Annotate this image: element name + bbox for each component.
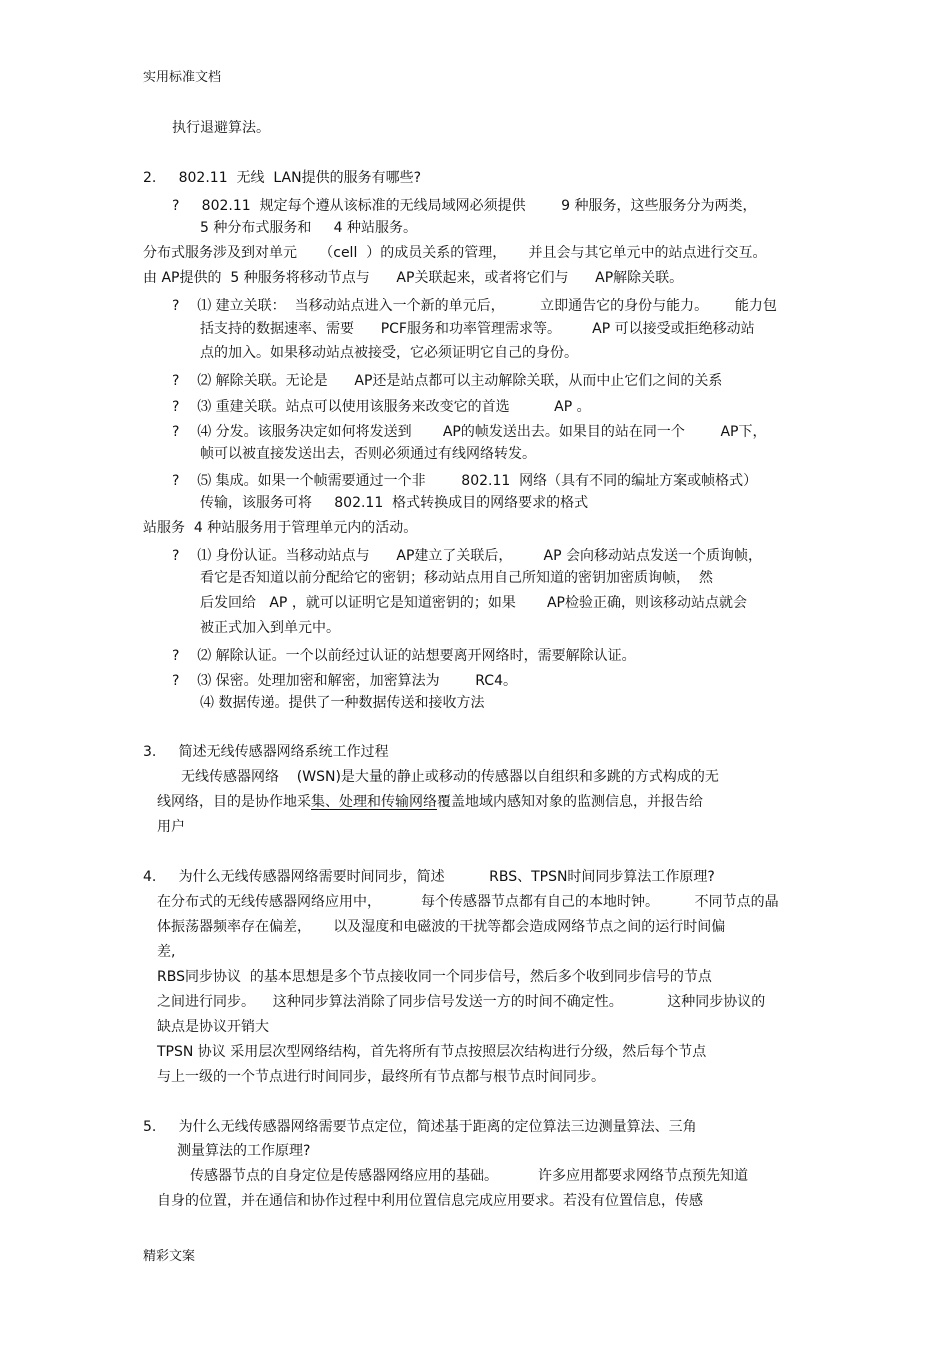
body-line: RBS同步协议 的基本思想是多个节点接收同一个同步信号，然后多个收到同步信号的节点 xyxy=(157,969,712,985)
body-line: ⑷ 数据传递。提供了一种数据传送和接收方法 xyxy=(200,695,485,711)
body-line: 执行退避算法。 xyxy=(172,120,270,136)
body-line: 后发回给 AP ，就可以证明它是知道密钥的；如果 AP检验正确，则该移动站点就会 xyxy=(200,595,747,611)
body-line: 帧可以被直接发送出去，否则必须通过有线网络转发。 xyxy=(200,446,536,462)
bullet-line: ? ⑴ 建立关联： 当移动站点进入一个新的单元后， 立即通告它的身份与能力。 能力包 xyxy=(172,298,777,314)
bullet-line: ? ⑶ 重建关联。站点可以使用该服务来改变它的首选 AP 。 xyxy=(172,399,591,415)
body-line: 站服务 4 种站服务用于管理单元内的活动。 xyxy=(143,520,418,536)
body-line: 差, xyxy=(157,944,176,960)
body-line: 看它是否知道以前分配给它的密钥；移动站点用自己所知道的密钥加密质询帧， 然 xyxy=(200,570,713,586)
body-text: 线网络，目的是协作地采 xyxy=(157,794,311,810)
body-line: 之间进行同步。 这种同步算法消除了同步信号发送一方的时间不确定性。 这种同步协议的 xyxy=(157,994,766,1010)
question-heading: 2. 802.11 无线 LAN提供的服务有哪些? xyxy=(143,170,421,186)
question-heading: 3. 简述无线传感器网络系统工作过程 xyxy=(143,744,389,760)
bullet-line: ? ⑸ 集成。如果一个帧需要通过一个非 802.11 网络（具有不同的编址方案或帧格式） xyxy=(172,473,758,489)
underlined-text: 集、处理和传输网络 xyxy=(311,794,437,810)
body-line: 分布式服务涉及到对单元 （cell ）的成员关系的管理， 并且会与其它单元中的站点进行交互。 xyxy=(143,245,767,261)
bullet-line: ? ⑵ 解除认证。一个以前经过认证的站想要离开网络时，需要解除认证。 xyxy=(172,648,636,664)
body-line: 用户 xyxy=(157,819,185,835)
body-line: 在分布式的无线传感器网络应用中， 每个传感器节点都有自己的本地时钟。 不同节点的晶 xyxy=(157,894,779,910)
body-line: 被正式加入到单元中。 xyxy=(200,620,340,636)
body-line: 传感器节点的自身定位是传感器网络应用的基础。 许多应用都要求网络节点预先知道 xyxy=(190,1168,749,1184)
body-line: 点的加入。如果移动站点被接受，它必须证明它自己的身份。 xyxy=(200,345,578,361)
body-line xyxy=(157,792,703,812)
page-footer: 精彩文案 xyxy=(143,1249,196,1264)
body-text: 覆盖地域内感知对象的监测信息，并报告给 xyxy=(437,794,703,810)
body-line: 无线传感器网络 (WSN)是大量的静止或移动的传感器以自组织和多跳的方式构成的无 xyxy=(181,769,719,785)
question-heading: 5. 为什么无线传感器网络需要节点定位，简述基于距离的定位算法三边测量算法、三角 xyxy=(143,1119,697,1135)
bullet-line: ? 802.11 规定每个遵从该标准的无线局域网必须提供 9 种服务，这些服务分为两类， xyxy=(172,198,757,214)
bullet-line: ? ⑵ 解除关联。无论是 AP还是站点都可以主动解除关联，从而中止它们之间的关系 xyxy=(172,373,723,389)
bullet-line: ? ⑷ 分发。该服务决定如何将发送到 AP的帧发送出去。如果目的站在同一个 AP下， xyxy=(172,424,767,440)
body-line: 5 种分布式服务和 4 种站服务。 xyxy=(200,220,417,236)
body-line: 测量算法的工作原理? xyxy=(177,1143,311,1159)
bullet-line: ? ⑴ 身份认证。当移动站点与 AP建立了关联后， AP 会向移动站点发送一个质询帧， xyxy=(172,548,763,564)
body-line: 传输，该服务可将 802.11 格式转换成目的网络要求的格式 xyxy=(200,495,589,511)
body-line: 体振荡器频率存在偏差， 以及湿度和电磁波的干扰等都会造成网络节点之间的运行时间偏 xyxy=(157,919,726,935)
body-line: 自身的位置，并在通信和协作过程中利用位置信息完成应用要求。若没有位置信息，传感 xyxy=(157,1193,703,1209)
question-heading: 4. 为什么无线传感器网络需要时间同步，简述 RBS、TPSN时间同步算法工作原理? xyxy=(143,869,715,885)
body-line: TPSN 协议 采用层次型网络结构，首先将所有节点按照层次结构进行分级，然后每个节点 xyxy=(157,1044,707,1060)
bullet-line: ? ⑶ 保密。处理加密和解密，加密算法为 RC4。 xyxy=(172,673,517,689)
body-line: 由 AP提供的 5 种服务将移动节点与 AP关联起来，或者将它们与 AP解除关联。 xyxy=(143,270,684,286)
page-header: 实用标准文档 xyxy=(143,70,222,85)
body-line: 与上一级的一个节点进行时间同步，最终所有节点都与根节点时间同步。 xyxy=(157,1069,605,1085)
body-line: 括支持的数据速率、需要 PCF服务和功率管理需求等。 AP 可以接受或拒绝移动站 xyxy=(200,321,755,337)
body-line: 缺点是协议开销大 xyxy=(157,1019,269,1035)
